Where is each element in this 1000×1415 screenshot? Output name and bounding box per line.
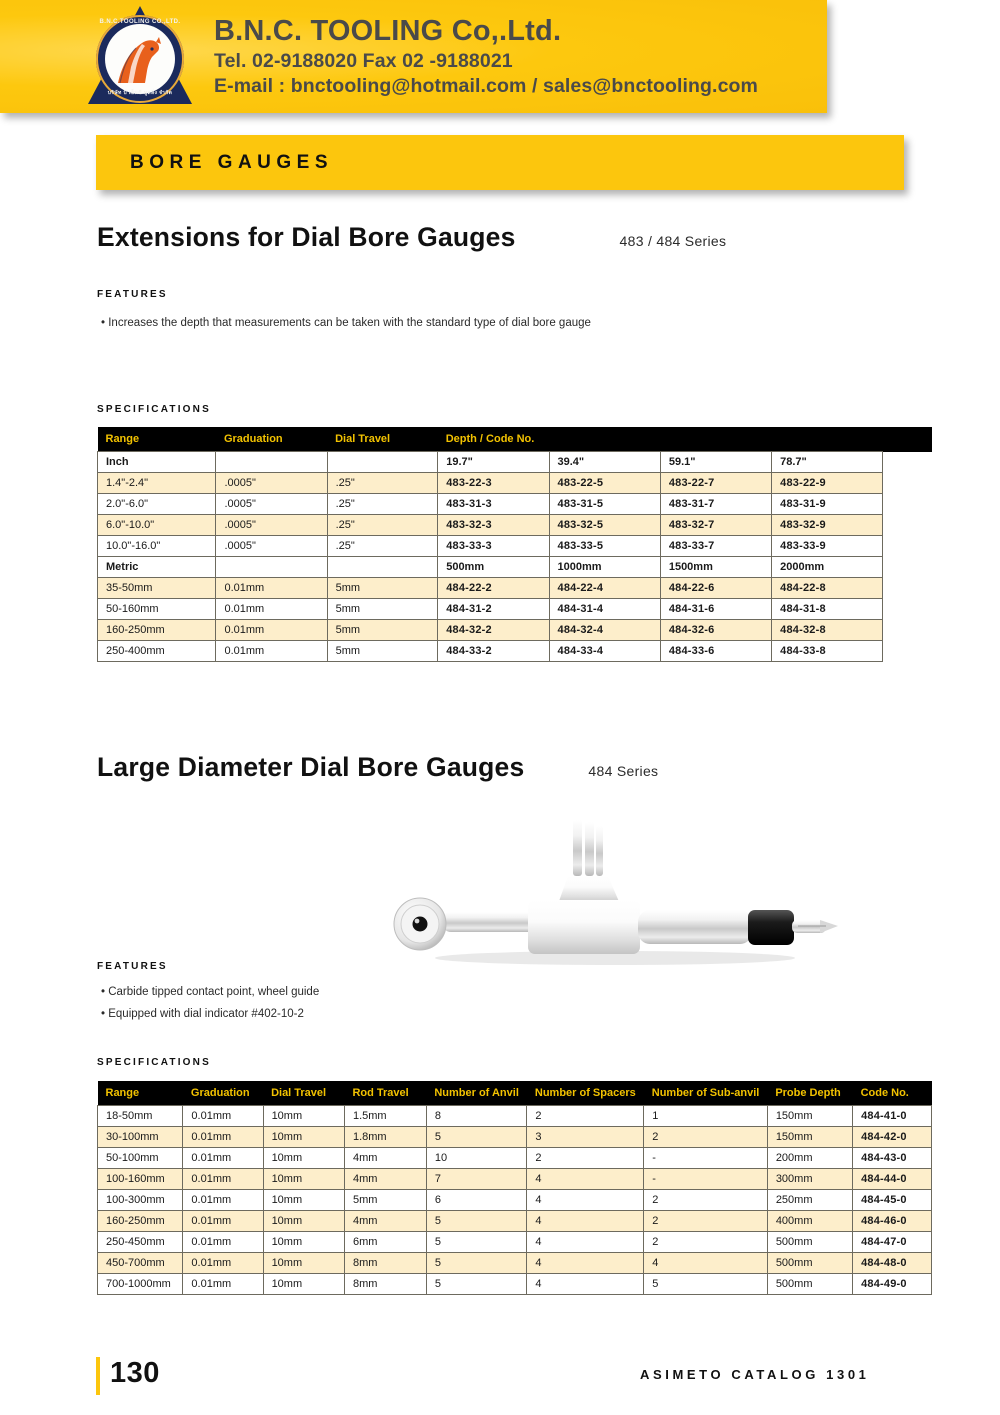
table-cell: 483-33-9: [772, 536, 883, 557]
table-header-row: [98, 1081, 932, 1106]
table-cell: 484-33-2: [438, 641, 549, 662]
column-header-depth-code-no: Depth / Code No.: [438, 427, 883, 452]
table-cell: 483-32-9: [772, 515, 883, 536]
table-cell: 250mm: [767, 1190, 852, 1211]
table-row: [98, 515, 932, 536]
column-header-range: Range: [98, 427, 216, 452]
table-cell: 250-450mm: [98, 1232, 183, 1253]
table-cell: 0.01mm: [183, 1169, 263, 1190]
table-cell: 484-47-0: [853, 1232, 932, 1253]
bore-gauge-illustration: [380, 812, 850, 970]
table-cell: 0.01mm: [183, 1232, 263, 1253]
table-cell: 100-300mm: [98, 1190, 183, 1211]
table-cell: 483-32-5: [549, 515, 660, 536]
table-cell: 50-160mm: [98, 599, 216, 620]
table-cell: 484-44-0: [853, 1169, 932, 1190]
table-cell: 8mm: [344, 1253, 426, 1274]
table-cell: 484-22-4: [549, 578, 660, 599]
table-cell: .25": [327, 494, 438, 515]
table-cell: 4: [644, 1253, 768, 1274]
table-cell: 483-33-7: [660, 536, 771, 557]
table-cell: 250-400mm: [98, 641, 216, 662]
table-cell: -: [644, 1148, 768, 1169]
table-cell: 0.01mm: [216, 641, 327, 662]
section1-spec-heading: SPECIFICATIONS: [97, 404, 211, 415]
table-cell: 484-31-6: [660, 599, 771, 620]
section1-features-heading: FEATURES: [97, 289, 168, 300]
table-cell: 484-32-4: [549, 620, 660, 641]
table-cell: 5mm: [344, 1190, 426, 1211]
table-cell: 10mm: [263, 1253, 344, 1274]
table-cell: 0.01mm: [183, 1127, 263, 1148]
table-cell: 100-160mm: [98, 1169, 183, 1190]
letterhead-banner: [0, 0, 827, 113]
table-cell: 484-49-0: [853, 1274, 932, 1295]
table-cell: 483-22-7: [660, 473, 771, 494]
table-cell: 0.01mm: [183, 1253, 263, 1274]
table-cell: 6mm: [344, 1232, 426, 1253]
table-cell: 300mm: [767, 1169, 852, 1190]
table-cell: 150mm: [767, 1127, 852, 1148]
table-cell: 160-250mm: [98, 620, 216, 641]
table-cell: .0005": [216, 536, 327, 557]
table-cell: 8: [426, 1106, 527, 1127]
table-header: [98, 427, 932, 452]
list-item: • Carbide tipped contact point, wheel guide: [101, 981, 319, 1003]
table-cell: 0.01mm: [183, 1148, 263, 1169]
table-cell: 484-32-6: [660, 620, 771, 641]
table-cell: 4: [527, 1232, 644, 1253]
table-cell: 6: [426, 1190, 527, 1211]
table-cell: 39.4": [549, 452, 660, 473]
category-title: BORE GAUGES: [130, 151, 334, 173]
table-body: [98, 452, 932, 662]
column-header-dial-travel: Dial Travel: [263, 1081, 344, 1106]
table-cell: 5mm: [327, 578, 438, 599]
table-row: [98, 1148, 932, 1169]
table-cell: 484-32-8: [772, 620, 883, 641]
table-row: [98, 578, 932, 599]
table-cell: 1000mm: [549, 557, 660, 578]
table-cell: 5: [426, 1232, 527, 1253]
table-cell: 18-50mm: [98, 1106, 183, 1127]
table-cell: 10mm: [263, 1106, 344, 1127]
section1-features-list: [101, 312, 591, 334]
table-cell: 2000mm: [772, 557, 883, 578]
table-cell: 4: [527, 1274, 644, 1295]
table-row: [98, 620, 932, 641]
page-number: 130: [110, 1357, 160, 1389]
table-cell: Inch: [98, 452, 216, 473]
table-cell: 5: [426, 1274, 527, 1295]
table-cell: 484-43-0: [853, 1148, 932, 1169]
table-group-row: [98, 452, 932, 473]
table-cell: 10mm: [263, 1169, 344, 1190]
section2-title: Large Diameter Dial Bore Gauges: [97, 752, 525, 782]
table-cell: 10mm: [263, 1232, 344, 1253]
table-cell: 484-32-2: [438, 620, 549, 641]
extensions-spec-table: [97, 427, 932, 662]
table-cell: 35-50mm: [98, 578, 216, 599]
table-cell: 150mm: [767, 1106, 852, 1127]
table-cell: 19.7": [438, 452, 549, 473]
table-cell: 160-250mm: [98, 1211, 183, 1232]
table-cell: 400mm: [767, 1211, 852, 1232]
column-header-dial-travel: Dial Travel: [327, 427, 438, 452]
company-name: B.N.C. TOOLING Co,.Ltd.: [214, 14, 562, 47]
table-cell: 483-33-5: [549, 536, 660, 557]
footer-accent-rule: [96, 1357, 100, 1395]
table-cell: 2: [644, 1211, 768, 1232]
table-cell: 10mm: [263, 1148, 344, 1169]
table-cell: 4mm: [344, 1169, 426, 1190]
table-cell: 10: [426, 1148, 527, 1169]
large-diameter-spec-table: [97, 1081, 932, 1295]
column-header-blank-4: [883, 427, 900, 452]
table-cell: 483-33-3: [438, 536, 549, 557]
column-header-blank-5: [899, 427, 915, 452]
table-cell: 450-700mm: [98, 1253, 183, 1274]
table-cell: 10mm: [263, 1190, 344, 1211]
table-cell: 483-32-7: [660, 515, 771, 536]
table-cell: 8mm: [344, 1274, 426, 1295]
table-cell: [216, 452, 327, 473]
table-cell: .25": [327, 536, 438, 557]
table-cell: [327, 452, 438, 473]
company-email-line: E-mail : bnctooling@hotmail.com / sales@bnctooling.com: [214, 75, 758, 98]
table-cell: 483-22-3: [438, 473, 549, 494]
table-cell: 30-100mm: [98, 1127, 183, 1148]
table-cell: 6.0"-10.0": [98, 515, 216, 536]
table-cell: 5mm: [327, 599, 438, 620]
table-row: [98, 1106, 932, 1127]
logo-inner-disc: [105, 24, 175, 94]
table-cell: 2: [527, 1106, 644, 1127]
table-cell: 483-31-9: [772, 494, 883, 515]
table-row: [98, 1190, 932, 1211]
table-cell: -: [644, 1169, 768, 1190]
column-header-range: Range: [98, 1081, 183, 1106]
table-header: [98, 1081, 932, 1106]
section2-spec-heading: SPECIFICATIONS: [97, 1057, 211, 1068]
table-header-row: [98, 427, 932, 452]
table-cell: 200mm: [767, 1148, 852, 1169]
table-row: [98, 599, 932, 620]
table-cell: 1500mm: [660, 557, 771, 578]
table-cell: 484-22-6: [660, 578, 771, 599]
table-cell: 484-22-8: [772, 578, 883, 599]
table-cell: 4: [527, 1190, 644, 1211]
table-cell: .0005": [216, 494, 327, 515]
table-cell: 5: [426, 1127, 527, 1148]
table-cell: 700-1000mm: [98, 1274, 183, 1295]
product-photo-dial-bore-gauge: [380, 812, 850, 970]
table-cell: 0.01mm: [183, 1190, 263, 1211]
table-row: [98, 1274, 932, 1295]
table-cell: Metric: [98, 557, 216, 578]
column-header-graduation: Graduation: [183, 1081, 263, 1106]
table-cell: 484-46-0: [853, 1211, 932, 1232]
table-cell: 484-31-8: [772, 599, 883, 620]
table-cell: 5: [426, 1211, 527, 1232]
table-cell: [216, 557, 327, 578]
table-cell: .25": [327, 473, 438, 494]
table-cell: 78.7": [772, 452, 883, 473]
table-cell: 2: [644, 1127, 768, 1148]
table-cell: 50-100mm: [98, 1148, 183, 1169]
section2-series: 484 Series: [588, 763, 659, 779]
table-cell: 5: [644, 1274, 768, 1295]
table-cell: 500mm: [767, 1232, 852, 1253]
table-cell: 4: [527, 1253, 644, 1274]
table-cell: 4mm: [344, 1211, 426, 1232]
table-row: [98, 1232, 932, 1253]
table-cell: 1: [644, 1106, 768, 1127]
horse-head-icon: [112, 35, 168, 85]
table-group-row: [98, 557, 932, 578]
section1-heading-row: [97, 222, 797, 253]
table-row: [98, 1253, 932, 1274]
table-cell: 2: [644, 1232, 768, 1253]
table-cell: 10mm: [263, 1274, 344, 1295]
column-header-probe-depth: Probe Depth: [767, 1081, 852, 1106]
table-cell: 2: [644, 1190, 768, 1211]
table-cell: 10mm: [263, 1127, 344, 1148]
section1-title: Extensions for Dial Bore Gauges: [97, 222, 516, 252]
table-cell: 1.5mm: [344, 1106, 426, 1127]
table-cell: 484-33-8: [772, 641, 883, 662]
table-cell: .0005": [216, 473, 327, 494]
table-row: [98, 1127, 932, 1148]
table-cell: 483-31-3: [438, 494, 549, 515]
table-cell: 0.01mm: [216, 599, 327, 620]
column-header-number-of-spacers: Number of Spacers: [527, 1081, 644, 1106]
table-cell: 5: [426, 1253, 527, 1274]
column-header-code-no: Code No.: [853, 1081, 932, 1106]
table-cell: 4: [527, 1211, 644, 1232]
table-cell: 2: [527, 1148, 644, 1169]
company-contact-block: [214, 16, 758, 97]
table-cell: 484-31-2: [438, 599, 549, 620]
table-cell: 0.01mm: [183, 1274, 263, 1295]
table-cell: 500mm: [767, 1274, 852, 1295]
table-cell: 484-31-4: [549, 599, 660, 620]
table-cell: .0005": [216, 515, 327, 536]
catalog-name: ASIMETO CATALOG 1301: [640, 1367, 870, 1382]
company-phone-line: Tel. 02-9188020 Fax 02 -9188021: [214, 50, 513, 73]
company-logo: [88, 5, 192, 109]
table-cell: 59.1": [660, 452, 771, 473]
table-cell: 3: [527, 1127, 644, 1148]
table-row: [98, 473, 932, 494]
table-cell: 484-45-0: [853, 1190, 932, 1211]
section2-features-heading: FEATURES: [97, 961, 168, 972]
logo-arc-top-text: B.N.C.TOOLING CO.,LTD.: [99, 18, 181, 25]
table-cell: 484-33-6: [660, 641, 771, 662]
table-cell: 484-22-2: [438, 578, 549, 599]
table-cell: 483-31-5: [549, 494, 660, 515]
list-item: • Increases the depth that measurements can be taken with the standard type of dial bore gauge: [101, 312, 591, 334]
table-row: [98, 494, 932, 515]
table-cell: 10mm: [263, 1211, 344, 1232]
table-row: [98, 1211, 932, 1232]
column-header-graduation: Graduation: [216, 427, 327, 452]
table-cell: [327, 557, 438, 578]
list-item: • Equipped with dial indicator #402-10-2: [101, 1003, 319, 1025]
table-cell: 483-32-3: [438, 515, 549, 536]
logo-arc-bottom-text: บริษัท บี เอ็นซี ทูลลิ่ง จำกัด: [107, 89, 173, 96]
table-cell: 1.4"-2.4": [98, 473, 216, 494]
column-header-number-of-anvil: Number of Anvil: [426, 1081, 527, 1106]
table-cell: 5mm: [327, 641, 438, 662]
table-cell: 483-31-7: [660, 494, 771, 515]
table-cell: 483-22-5: [549, 473, 660, 494]
column-header-rod-travel: Rod Travel: [344, 1081, 426, 1106]
table-cell: 483-22-9: [772, 473, 883, 494]
table-cell: .25": [327, 515, 438, 536]
table-cell: 500mm: [767, 1253, 852, 1274]
table-cell: 0.01mm: [183, 1211, 263, 1232]
table-cell: 4mm: [344, 1148, 426, 1169]
section1-series: 483 / 484 Series: [619, 233, 727, 249]
table-cell: 484-42-0: [853, 1127, 932, 1148]
section2-features-list: [101, 981, 319, 1026]
table-cell: 0.01mm: [183, 1106, 263, 1127]
category-banner: [96, 135, 904, 190]
table-cell: 484-41-0: [853, 1106, 932, 1127]
table-body: [98, 1106, 932, 1295]
table-cell: 7: [426, 1169, 527, 1190]
table-cell: 500mm: [438, 557, 549, 578]
column-header-blank-6: [915, 427, 931, 452]
table-cell: 0.01mm: [216, 620, 327, 641]
table-cell: 0.01mm: [216, 578, 327, 599]
table-cell: 10.0"-16.0": [98, 536, 216, 557]
section2-heading-row: [97, 752, 797, 783]
table-cell: 1.8mm: [344, 1127, 426, 1148]
table-row: [98, 536, 932, 557]
table-cell: 5mm: [327, 620, 438, 641]
table-row: [98, 1169, 932, 1190]
table-cell: 484-33-4: [549, 641, 660, 662]
table-cell: 484-48-0: [853, 1253, 932, 1274]
table-cell: 2.0"-6.0": [98, 494, 216, 515]
column-header-number-of-sub-anvil: Number of Sub-anvil: [644, 1081, 768, 1106]
table-cell: 4: [527, 1169, 644, 1190]
table-row: [98, 641, 932, 662]
